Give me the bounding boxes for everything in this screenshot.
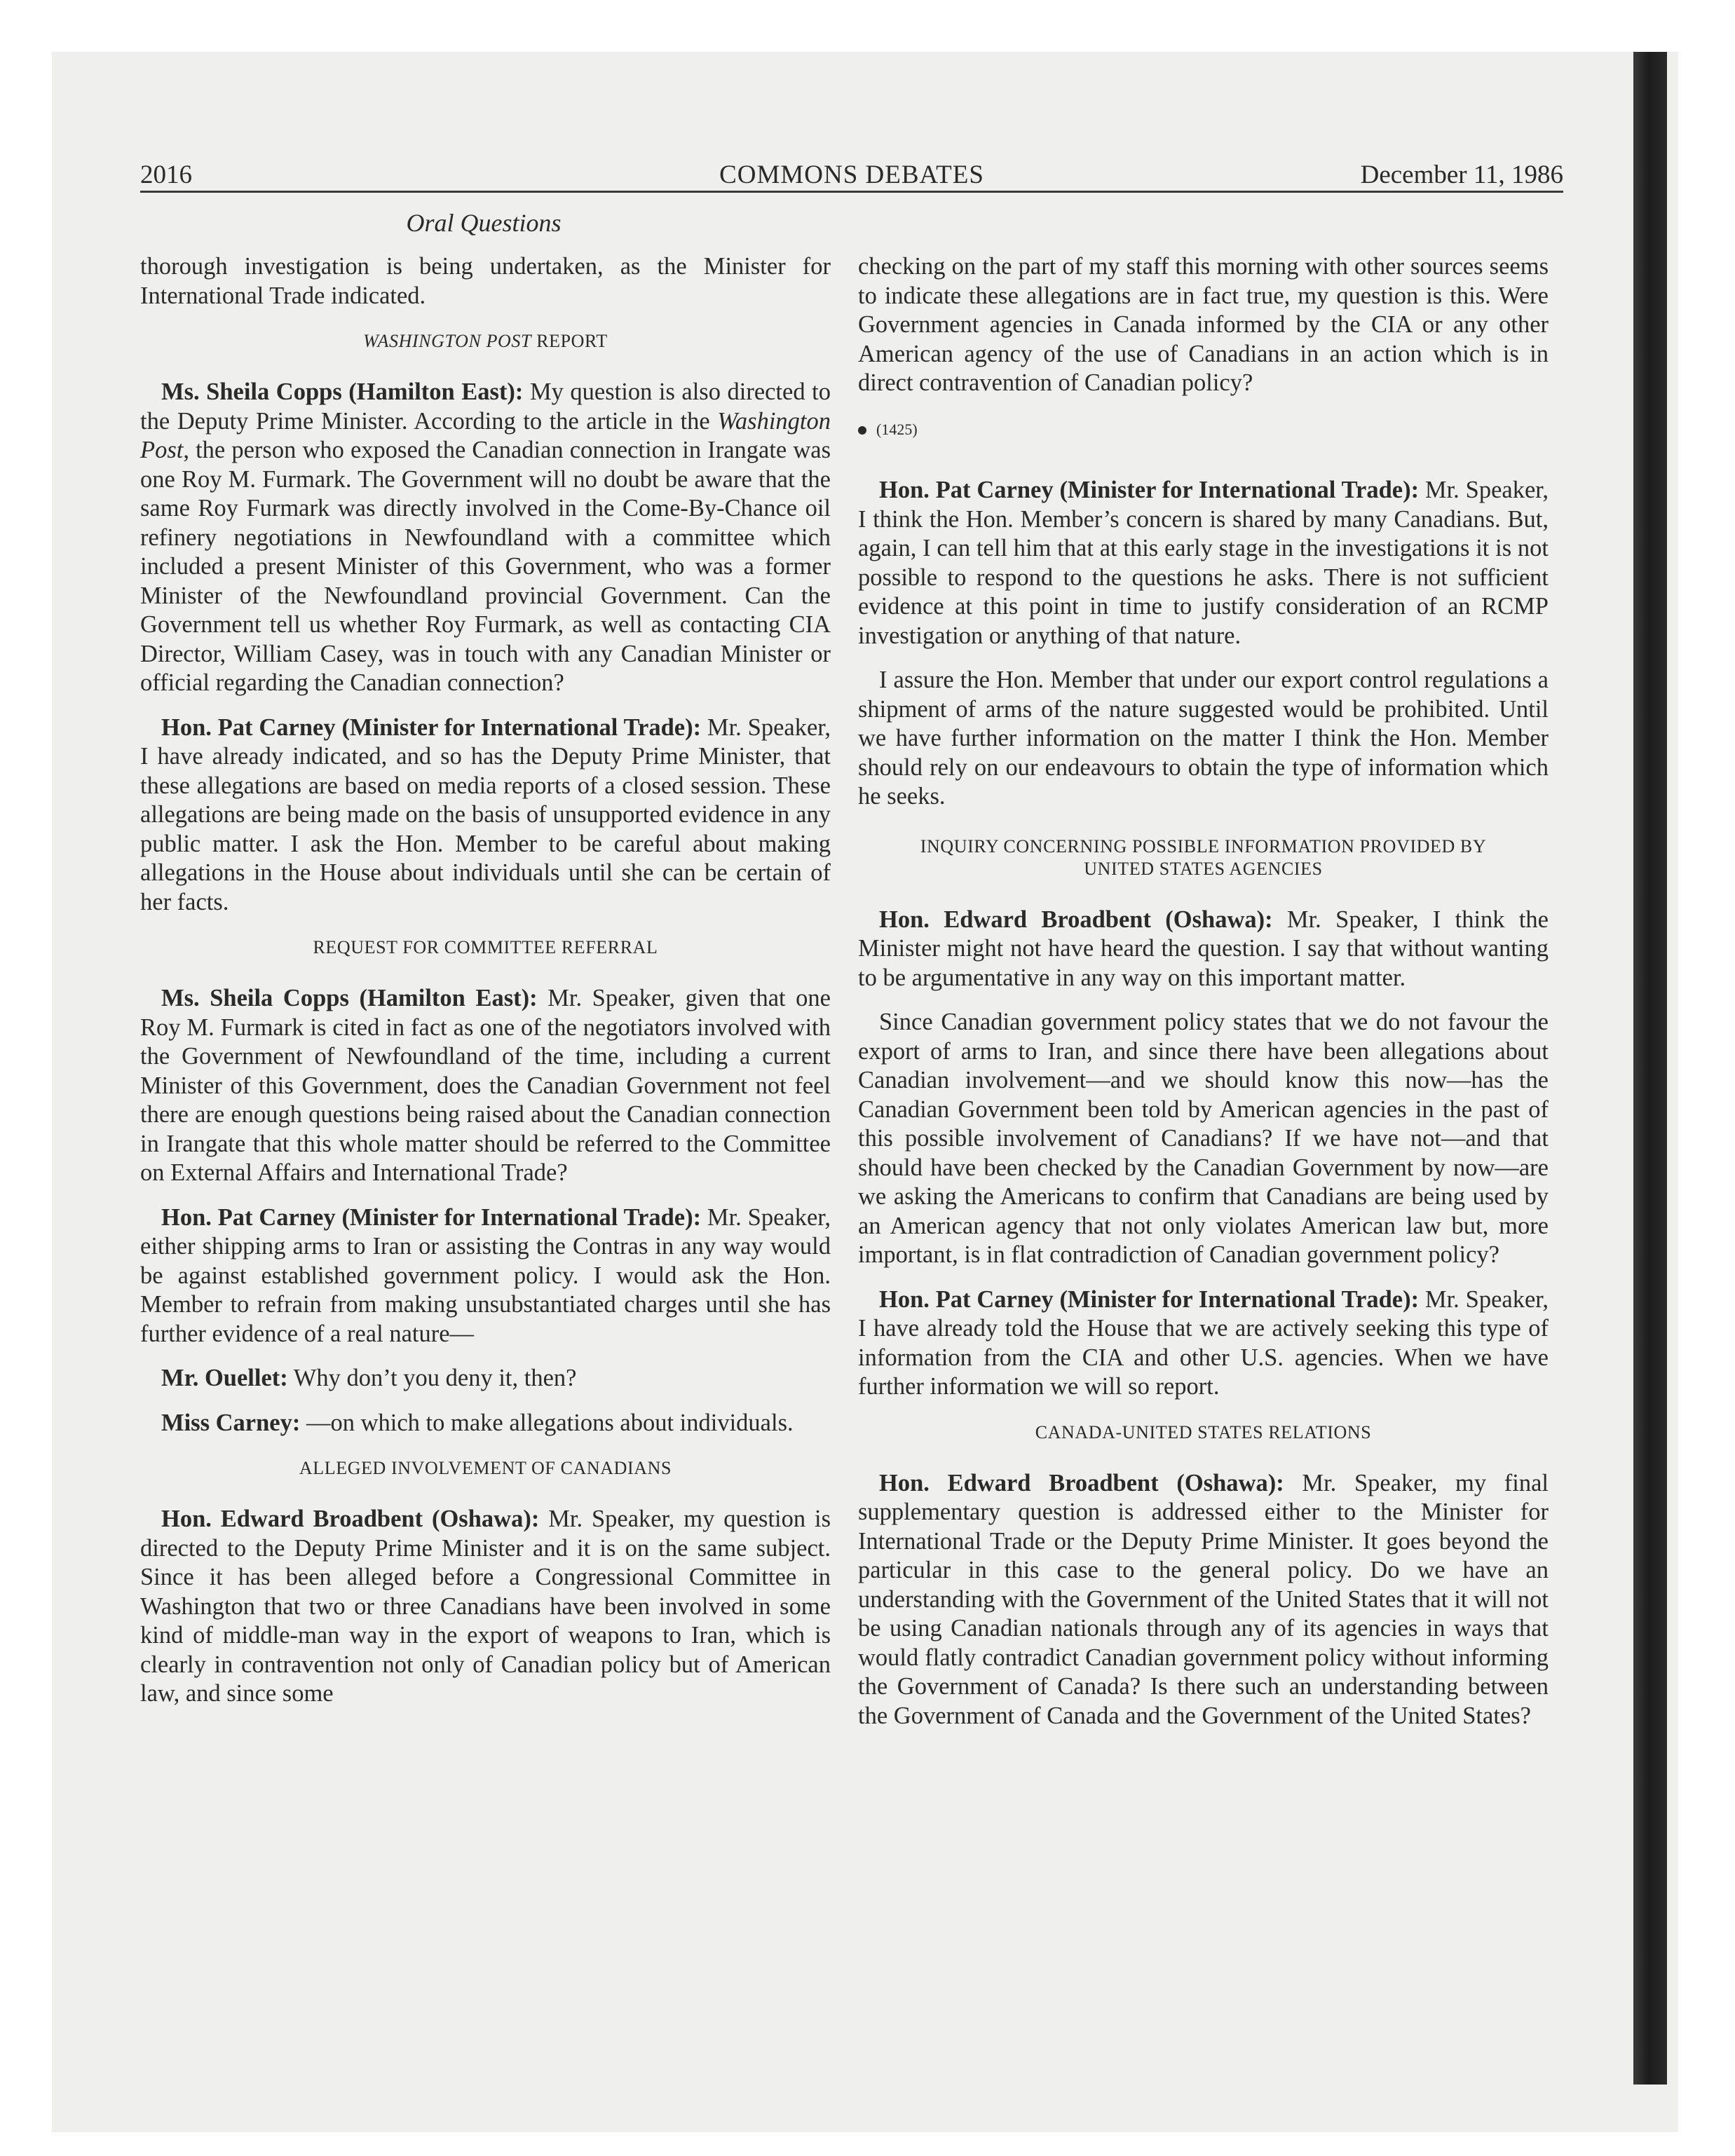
paragraph: thorough investigation is being undertaken, as the Minister for International Trade indicated. xyxy=(140,253,831,309)
publication-date: December 11, 1986 xyxy=(1360,161,1563,189)
italic-text: Washington Post xyxy=(140,407,831,463)
speech-text: Why don’t you deny it, then? xyxy=(287,1365,577,1391)
page-header xyxy=(140,157,1563,193)
speech-text: Mr. Speaker, my final supplementary question is addressed either to the Minister for International Trade or the Deputy Prime Minister. It goes beyond the particular in this case to the general policy. Do we have an understanding with the Government of the United States that it will not be using Canadian nationals through any of its agencies in ways that would flatly contradict Canadian government policy without informing the Government of Canada? Is there such an understanding between the Government of Canada and the Government of the United States? xyxy=(858,1469,1549,1729)
time-marker xyxy=(858,415,1549,444)
left-column xyxy=(140,252,831,1724)
speaker-name: Mr. Ouellet: xyxy=(161,1365,288,1391)
speaker-name: Miss Carney: xyxy=(161,1409,301,1436)
subheading-canada-us-relations: CANADA-UNITED STATES RELATIONS xyxy=(1035,1421,1372,1442)
speech-text: , the person who exposed the Canadian connection in Irangate was one Roy M. Furmark. The Government will no doubt be aware that the same Roy Furmark was directly involved in the Come-By-Chance oil refinery negotiations in Newfoundland with a committee which included a present Minister of this Government, who was a former Minister of the Newfoundland provincial Government. Can the Government tell us whether Roy Furmark, as well as contacting CIA Director, William Casey, was in touch with any Canadian Minister or official regarding the Canadian connection? xyxy=(140,437,831,696)
speaker-name: Hon. Edward Broadbent (Oshawa): xyxy=(161,1506,540,1532)
paragraph xyxy=(140,1409,831,1438)
speech-text: Mr. Speaker, either shipping arms to Iran or assisting the Contras in any way would be against established government policy. I would ask the Hon. Member to refrain from making unsubstantiated charges until she has further evidence of a real nature— xyxy=(140,1203,831,1347)
header-rule xyxy=(140,191,1563,193)
paragraph xyxy=(858,476,1549,650)
paragraph xyxy=(140,1203,831,1349)
speaker-name: Hon. Edward Broadbent (Oshawa): xyxy=(879,1469,1284,1496)
time-marker-label: (1425) xyxy=(876,420,918,438)
paragraph xyxy=(140,714,831,917)
section-label: Oral Questions xyxy=(406,209,562,237)
speaker-name: Hon. Edward Broadbent (Oshawa): xyxy=(879,906,1273,933)
paragraph xyxy=(858,1469,1549,1731)
speech-text: My question is also directed to the Deputy Prime Minister. According to the article in the xyxy=(140,378,831,435)
subheading-alleged-involvement: ALLEGED INVOLVEMENT OF CANADIANS xyxy=(299,1458,672,1478)
paragraph xyxy=(140,984,831,1188)
speech-text: Mr. Speaker, I think the Hon. Member’s concern is shared by many Canadians. But, again, I can tell him that at this early stage in the investigations it is not possible to respond to the questions he asks. There is not sufficient evidence at this point in time to justify consideration of an RCMP investigation or anything of that nature. xyxy=(858,477,1549,649)
paragraph xyxy=(140,378,831,698)
speaker-name: Hon. Pat Carney (Minister for International Trade): xyxy=(161,1203,702,1231)
speech-text: Mr. Speaker, given that one Roy M. Furmark is cited in fact as one of the negotiators involved with the Government of Newfoundland of the time, including a current Minister of this Government, does the Canadian Government not feel there are enough questions being raised about the Canadian connection in Irangate that this whole matter should be referred to the Committee on External Affairs and International Trade? xyxy=(140,985,831,1186)
speaker-name: Hon. Pat Carney (Minister for International Trade): xyxy=(879,1285,1420,1313)
paragraph xyxy=(858,906,1549,993)
page-number: 2016 xyxy=(140,161,192,189)
paragraph: checking on the part of my staff this morning with other sources seems to indicate these allegations are in fact true, my question is this. Were Government agencies in Canada informed by the CIA or any other American agency of the use of Canadians in an action which is in direct contravention of Canadian policy? xyxy=(858,253,1549,396)
paragraph xyxy=(140,1364,831,1393)
heading-line: UNITED STATES AGENCIES xyxy=(1084,858,1323,879)
speaker-name: Ms. Sheila Copps (Hamilton East): xyxy=(161,378,524,405)
paragraph: I assure the Hon. Member that under our export control regulations a shipment of arms of the nature suggested would be prohibited. Until we have further information on the matter I think the Hon. Member should rely on our endeavours to obtain the type of information which he seeks. xyxy=(858,667,1549,810)
speech-text: Mr. Speaker, I have already indicated, and so has the Deputy Prime Minister, that these allegations are based on media reports of a closed session. These allegations are being made on the basis of unsupported evidence in any public matter. I ask the Hon. Member to be careful about making allegations in the House about individuals until she can be certain of her facts. xyxy=(140,714,831,915)
subheading-request-for-committee-referral: REQUEST FOR COMMITTEE REFERRAL xyxy=(313,937,658,957)
speech-text: Mr. Speaker, I have already told the House that we are actively seeking this type of information from the CIA and other U.S. agencies. When we have further information we will so report. xyxy=(858,1285,1549,1400)
subheading-washington-post-report xyxy=(140,330,831,353)
speech-text: —on which to make allegations about individuals. xyxy=(300,1409,794,1436)
paragraph xyxy=(140,1505,831,1709)
speaker-name: Hon. Pat Carney (Minister for International Trade): xyxy=(879,477,1420,503)
speech-text: Mr. Speaker, my question is directed to the Deputy Prime Minister and it is on the same subject. Since it has been alleged before a Congressional Committee in Washington that two or three Canadians have been involved in some kind of middle-man way in the export of weapons to Iran, which is clearly in contravention not only of Canadian policy but of American law, and since some xyxy=(140,1506,831,1707)
subheading-inquiry-concerning-information xyxy=(858,835,1549,880)
paragraph: Since Canadian government policy states that we do not favour the export of arms to Iran, and since there have been allegations about Canadian involvement—and we should know this now—has the Canadian Government been told by American agencies in the past of this possible involvement of Canadians? If we have not—and that should have been checked by the Canadian Government by now—are we asking the Americans to confirm that Canadians are being used by an American agency that not only violates American law but, more important, is in flat contradiction of Canadian government policy? xyxy=(858,1009,1549,1268)
binding-edge xyxy=(1633,52,1667,2085)
publication-title: COMMONS DEBATES xyxy=(719,161,984,189)
bullet-icon xyxy=(858,426,866,435)
paragraph xyxy=(858,1285,1549,1402)
speaker-name: Ms. Sheila Copps (Hamilton East): xyxy=(161,985,538,1011)
speaker-name: Hon. Pat Carney (Minister for International Trade): xyxy=(161,714,702,741)
right-column xyxy=(858,252,1549,1746)
heading-italic: WASHINGTON POST xyxy=(363,331,532,351)
speech-text: Mr. Speaker, I think the Minister might not have heard the question. I say that without wanting to be argumentative in any way on this important matter. xyxy=(858,906,1549,991)
heading-line: INQUIRY CONCERNING POSSIBLE INFORMATION PROVIDED BY xyxy=(920,835,1487,857)
heading-text: REPORT xyxy=(531,331,608,351)
